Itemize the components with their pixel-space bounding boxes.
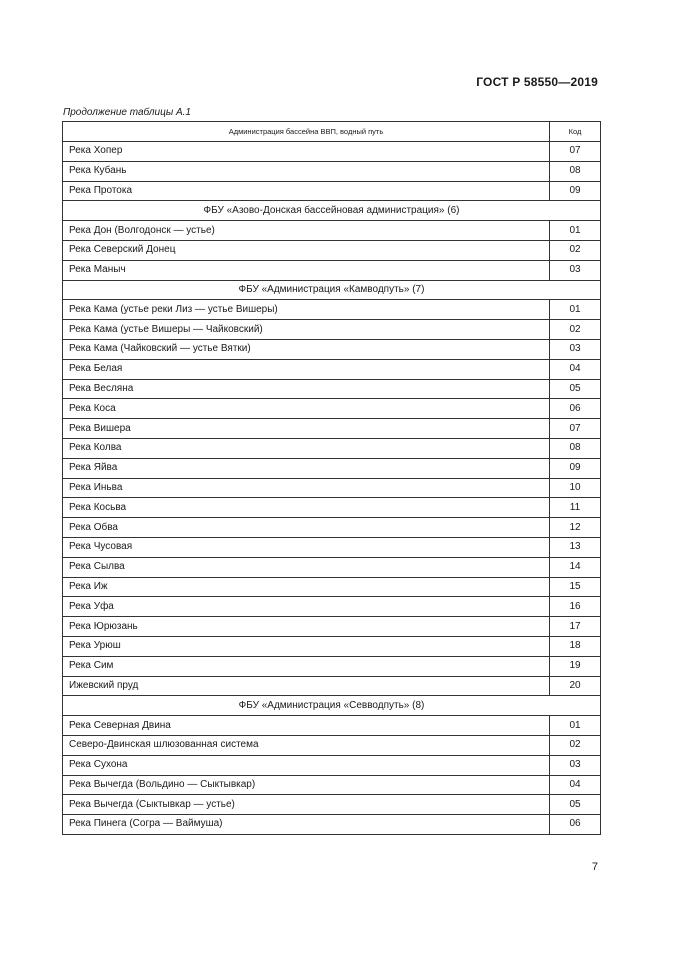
table-body	[63, 142, 601, 835]
group-title: ФБУ «Администрация «Севводпуть» (8)	[63, 696, 601, 716]
table-row	[63, 656, 601, 676]
waterway-name: Река Обва	[63, 518, 550, 538]
table-row	[63, 438, 601, 458]
waterway-name: Река Сим	[63, 656, 550, 676]
waterway-name: Река Хопер	[63, 142, 550, 162]
waterway-code: 08	[550, 438, 601, 458]
waterway-name: Река Вычегда (Вольдино — Сыктывкар)	[63, 775, 550, 795]
table-row	[63, 181, 601, 201]
waterway-code: 04	[550, 775, 601, 795]
waterway-name: Река Белая	[63, 359, 550, 379]
waterway-code: 10	[550, 478, 601, 498]
table-row	[63, 676, 601, 696]
waterway-code: 01	[550, 300, 601, 320]
table-row	[63, 755, 601, 775]
waterway-name: Река Маныч	[63, 260, 550, 280]
waterway-name: Река Пинега (Согра — Ваймуша)	[63, 815, 550, 835]
table-caption: Продолжение таблицы А.1	[63, 107, 191, 118]
waterway-code: 07	[550, 419, 601, 439]
waterway-code: 02	[550, 240, 601, 260]
waterway-name: Река Юрюзань	[63, 617, 550, 637]
group-header-row	[63, 201, 601, 221]
waterway-name: Река Кама (Чайковский — устье Вятки)	[63, 339, 550, 359]
table-row	[63, 240, 601, 260]
table-row	[63, 458, 601, 478]
waterway-code: 01	[550, 716, 601, 736]
group-header-row	[63, 280, 601, 300]
table-row	[63, 597, 601, 617]
column-header-waterway: Администрация бассейна ВВП, водный путь	[63, 122, 550, 142]
waterway-code: 09	[550, 458, 601, 478]
waterway-code: 09	[550, 181, 601, 201]
waterway-code: 19	[550, 656, 601, 676]
waterway-code: 15	[550, 577, 601, 597]
table-row	[63, 478, 601, 498]
waterway-code: 03	[550, 339, 601, 359]
waterway-name: Река Вычегда (Сыктывкар — устье)	[63, 795, 550, 815]
waterway-name: Река Вишера	[63, 419, 550, 439]
table-row	[63, 221, 601, 241]
waterway-code: 04	[550, 359, 601, 379]
table-row	[63, 716, 601, 736]
waterway-code: 03	[550, 755, 601, 775]
table-row	[63, 795, 601, 815]
table-row	[63, 320, 601, 340]
waterway-code: 06	[550, 815, 601, 835]
table-row	[63, 735, 601, 755]
waterway-name: Река Кубань	[63, 161, 550, 181]
waterway-name: Река Кама (устье Вишеры — Чайковский)	[63, 320, 550, 340]
column-header-code: Код	[550, 122, 601, 142]
waterway-code: 08	[550, 161, 601, 181]
waterway-name: Река Сылва	[63, 557, 550, 577]
waterway-code: 03	[550, 260, 601, 280]
table-row	[63, 498, 601, 518]
table-row	[63, 636, 601, 656]
waterway-name: Река Иньва	[63, 478, 550, 498]
waterway-name: Река Коса	[63, 399, 550, 419]
group-title: ФБУ «Азово-Донская бассейновая администрация» (6)	[63, 201, 601, 221]
waterway-code: 18	[550, 636, 601, 656]
page-number: 7	[591, 861, 598, 873]
table-row	[63, 300, 601, 320]
waterway-code: 13	[550, 537, 601, 557]
waterway-name: Река Северная Двина	[63, 716, 550, 736]
table-row	[63, 537, 601, 557]
table-row	[63, 339, 601, 359]
table-row	[63, 617, 601, 637]
table-row	[63, 359, 601, 379]
waterway-name: Река Уфа	[63, 597, 550, 617]
waterway-name: Река Кама (устье реки Лиз — устье Вишеры)	[63, 300, 550, 320]
waterway-code: 01	[550, 221, 601, 241]
waterway-code: 14	[550, 557, 601, 577]
table-row	[63, 379, 601, 399]
waterway-code: 06	[550, 399, 601, 419]
table-row	[63, 142, 601, 162]
table-row	[63, 557, 601, 577]
table-row	[63, 399, 601, 419]
waterway-name: Северо-Двинская шлюзованная система	[63, 735, 550, 755]
waterway-code: 20	[550, 676, 601, 696]
waterway-name: Река Протока	[63, 181, 550, 201]
table-row	[63, 518, 601, 538]
waterway-code: 07	[550, 142, 601, 162]
waterway-name: Река Весляна	[63, 379, 550, 399]
waterway-codes-table	[62, 121, 601, 835]
waterway-name: Река Яйва	[63, 458, 550, 478]
waterway-code: 12	[550, 518, 601, 538]
table-row	[63, 815, 601, 835]
waterway-code: 16	[550, 597, 601, 617]
waterway-code: 05	[550, 379, 601, 399]
table-header-row	[63, 122, 601, 142]
waterway-name: Река Иж	[63, 577, 550, 597]
waterway-name: Река Урюш	[63, 636, 550, 656]
waterway-name: Река Дон (Волгодонск — устье)	[63, 221, 550, 241]
table-row	[63, 775, 601, 795]
waterway-code: 02	[550, 735, 601, 755]
group-header-row	[63, 696, 601, 716]
table-row	[63, 260, 601, 280]
document-id: ГОСТ Р 58550—2019	[476, 75, 598, 89]
waterway-code: 05	[550, 795, 601, 815]
waterway-name: Ижевский пруд	[63, 676, 550, 696]
table-row	[63, 161, 601, 181]
waterway-code: 11	[550, 498, 601, 518]
waterway-name: Река Сухона	[63, 755, 550, 775]
table-row	[63, 577, 601, 597]
group-title: ФБУ «Администрация «Камводпуть» (7)	[63, 280, 601, 300]
waterway-code: 17	[550, 617, 601, 637]
waterway-name: Река Северский Донец	[63, 240, 550, 260]
table-row	[63, 419, 601, 439]
waterway-name: Река Колва	[63, 438, 550, 458]
waterway-name: Река Косьва	[63, 498, 550, 518]
waterway-name: Река Чусовая	[63, 537, 550, 557]
waterway-code: 02	[550, 320, 601, 340]
